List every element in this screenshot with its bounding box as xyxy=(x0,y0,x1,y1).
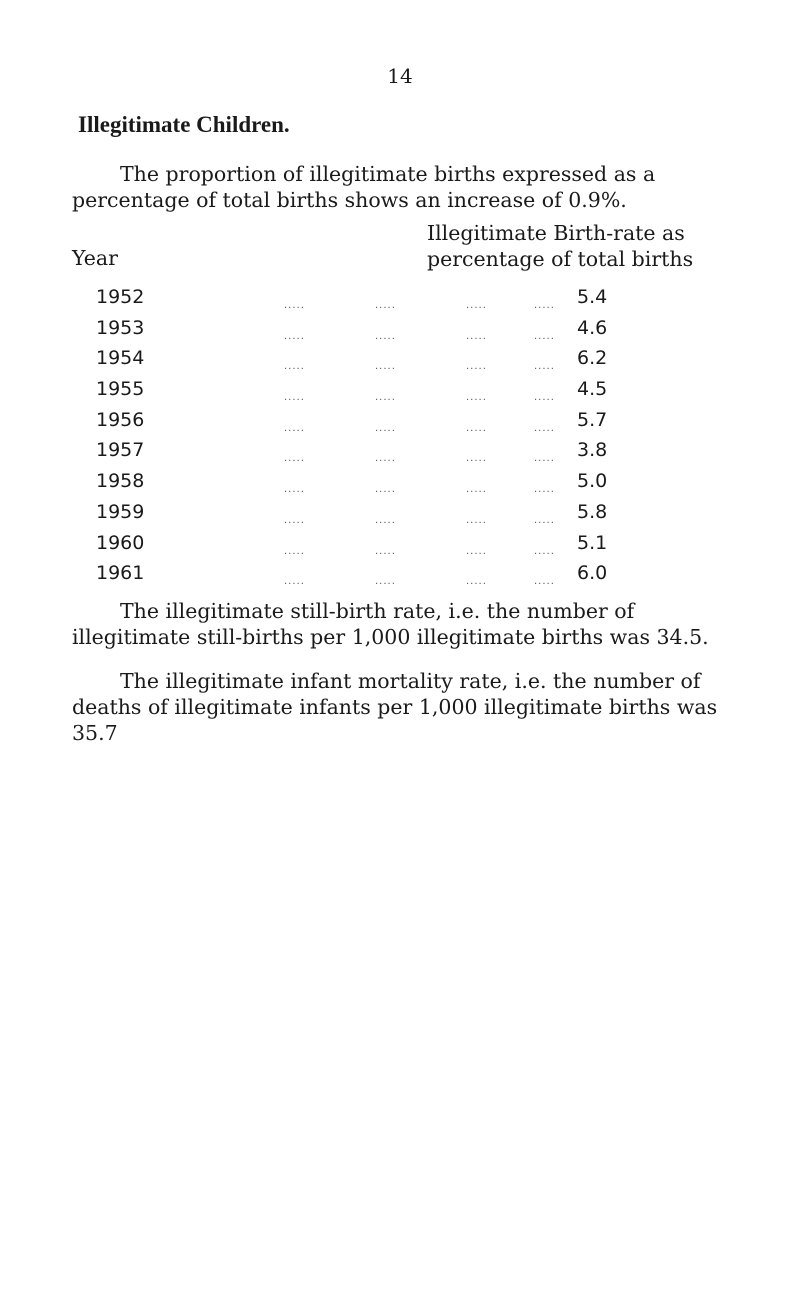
rate-cell: 6.2 xyxy=(577,347,608,370)
dot-leader: ..... xyxy=(284,453,305,465)
infant-mortality-paragraph xyxy=(72,668,752,746)
table-row xyxy=(0,470,800,501)
year-column-header: Year xyxy=(72,246,118,270)
year-cell: 1958 xyxy=(96,470,145,493)
year-cell: 1956 xyxy=(96,408,145,431)
dot-leader: ..... xyxy=(375,361,396,373)
dot-leader: ..... xyxy=(375,514,396,526)
dot-leader: ..... xyxy=(375,330,396,342)
page-number: 14 xyxy=(387,64,413,88)
dot-leader: ..... xyxy=(466,453,487,465)
dot-leader: ..... xyxy=(284,484,305,496)
dot-leader: ..... xyxy=(284,514,305,526)
rate-cell: 3.8 xyxy=(577,439,608,462)
dot-leader: ..... xyxy=(534,330,555,342)
table-row xyxy=(0,286,800,317)
dot-leader: ..... xyxy=(284,576,305,588)
dot-leader: ..... xyxy=(375,422,396,434)
dot-leader: ..... xyxy=(466,330,487,342)
dot-leader: ..... xyxy=(375,484,396,496)
table-row xyxy=(0,439,800,470)
table-row xyxy=(0,562,800,593)
year-cell: 1954 xyxy=(96,347,145,370)
dot-leader: ..... xyxy=(375,300,396,311)
table-row xyxy=(0,501,800,532)
rate-cell: 5.0 xyxy=(577,470,608,493)
still-birth-text: The illegitimate still-birth rate, i.e. the number of illegitimate still-births per 1,000 illegitimate births was 34.5. xyxy=(72,599,709,649)
dot-leader: ..... xyxy=(534,484,555,496)
dot-leader: ..... xyxy=(466,576,487,588)
dot-leader: ..... xyxy=(534,576,555,588)
dot-leader: ..... xyxy=(375,545,396,557)
dot-leader: ..... xyxy=(466,514,487,526)
dot-leader: ..... xyxy=(534,361,555,373)
dot-leader: ..... xyxy=(284,361,305,373)
year-cell: 1953 xyxy=(96,316,145,339)
dot-leader: ..... xyxy=(534,422,555,434)
dot-leader: ..... xyxy=(466,361,487,373)
rate-cell: 4.6 xyxy=(577,316,608,339)
table-row xyxy=(0,347,800,378)
infant-mortality-text: The illegitimate infant mortality rate, i.e. the number of deaths of illegitimate infants per 1,000 illegitimate births was 35.7 xyxy=(72,669,718,745)
rate-cell: 5.1 xyxy=(577,531,608,554)
table-row xyxy=(0,317,800,348)
dot-leader: ..... xyxy=(534,514,555,526)
dot-leader: ..... xyxy=(284,392,305,404)
year-cell: 1957 xyxy=(96,439,145,462)
dot-leader: ..... xyxy=(466,484,487,496)
table-row xyxy=(0,532,800,563)
dot-leader: ..... xyxy=(466,422,487,434)
dot-leader: ..... xyxy=(534,545,555,557)
year-cell: 1952 xyxy=(96,286,145,308)
intro-text: The proportion of illegitimate births expressed as a percentage of total births shows an increase of 0.9%. xyxy=(72,162,656,212)
table-row xyxy=(0,378,800,409)
dot-leader: ..... xyxy=(466,392,487,404)
rate-cell: 6.0 xyxy=(577,562,608,585)
birth-rate-table xyxy=(0,286,800,593)
dot-leader: ..... xyxy=(375,576,396,588)
dot-leader: ..... xyxy=(284,422,305,434)
dot-leader: ..... xyxy=(284,545,305,557)
table-row xyxy=(0,409,800,440)
dot-leader: ..... xyxy=(534,392,555,404)
section-heading: Illegitimate Children. xyxy=(78,112,290,137)
intro-paragraph xyxy=(72,161,752,213)
year-cell: 1960 xyxy=(96,531,145,554)
dot-leader: ..... xyxy=(466,300,487,311)
year-cell: 1959 xyxy=(96,500,145,523)
dot-leader: ..... xyxy=(375,392,396,404)
rate-cell: 5.8 xyxy=(577,500,608,523)
dot-leader: ..... xyxy=(284,330,305,342)
rate-column-header: Illegitimate Birth-rate as percentage of total births xyxy=(427,221,694,271)
rate-cell: 5.4 xyxy=(577,286,608,308)
year-cell: 1955 xyxy=(96,378,145,401)
rate-cell: 5.7 xyxy=(577,408,608,431)
dot-leader: ..... xyxy=(534,300,555,311)
still-birth-paragraph xyxy=(72,598,752,650)
year-cell: 1961 xyxy=(96,562,145,585)
dot-leader: ..... xyxy=(375,453,396,465)
dot-leader: ..... xyxy=(466,545,487,557)
dot-leader: ..... xyxy=(284,300,305,311)
dot-leader: ..... xyxy=(534,453,555,465)
rate-cell: 4.5 xyxy=(577,378,608,401)
